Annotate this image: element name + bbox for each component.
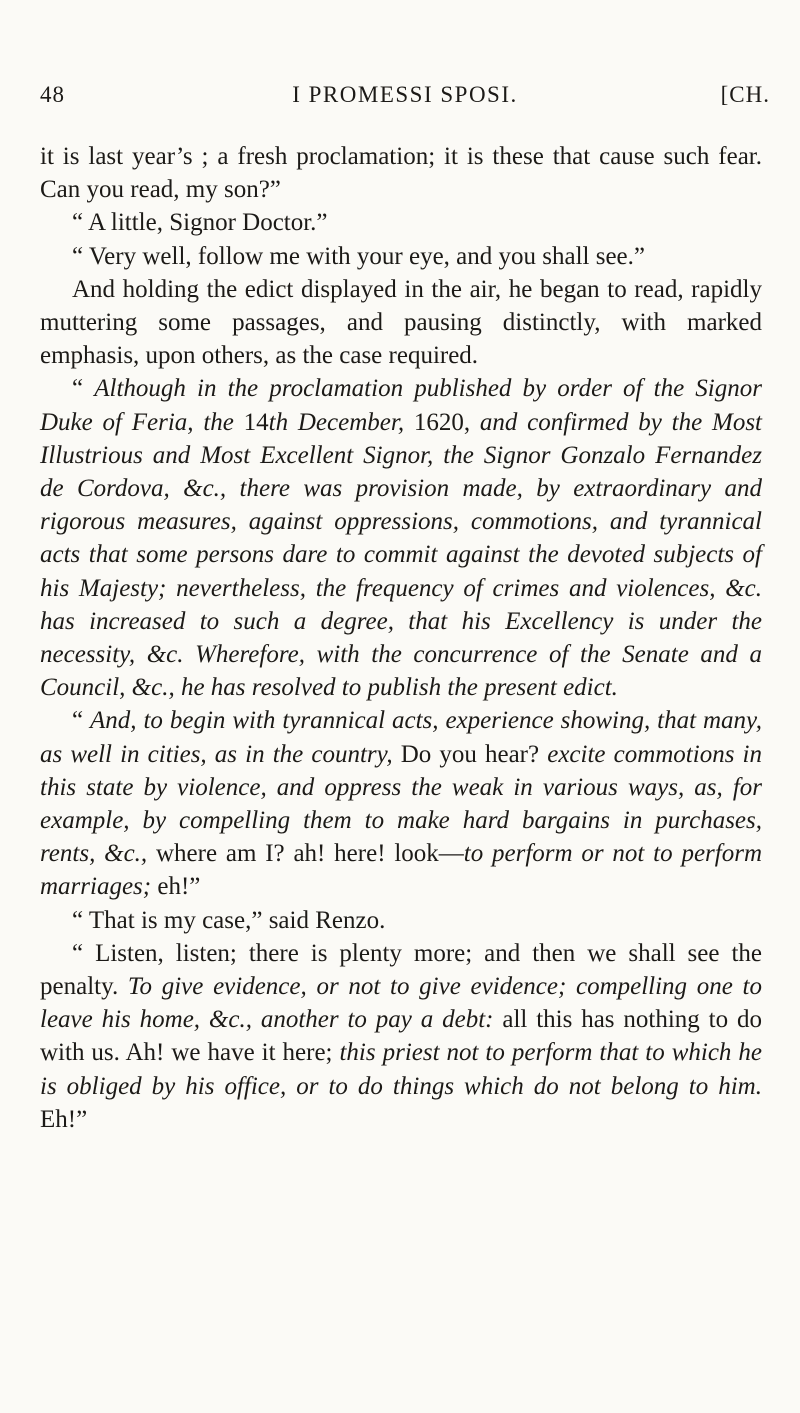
paragraph [40, 240, 762, 273]
text-run: all this has nothing to do with us. Ah! we have it here; [40, 1006, 762, 1067]
italic-text-run: And, to begin with tyrannical acts, experience showing, that many, as well in cities, as in the country, [40, 707, 762, 768]
text-run: “ A little, Signor Doctor.” [72, 209, 328, 237]
text-run: Eh!” [40, 1105, 88, 1133]
page-number: 48 [40, 82, 65, 107]
paragraph [40, 937, 762, 1136]
running-head [40, 82, 770, 122]
italic-text-run: and confirmed by the Most Illustrious and Most Excellent Signor, the Signor Gonzalo Fernandez de Cordova, &c., there was provision made, by extraordinary and rigorous measures, against oppressions, commotions, and tyrannical acts that some persons dare to commit against the devoted subjects of his Majesty; nevertheless, the frequency of crimes and violences, &c. has increased to such a degree, that his Excellency is under the necessity, &c. Wherefore, with the concurrence of the Senate and a Council, &c., he has resolved to publish the present edict. [40, 408, 762, 702]
paragraph [40, 206, 762, 239]
text-run: it is last year’s ; a fresh proclamation; it is these that cause such fear. Can you read, my son?” [40, 143, 762, 204]
text-run: “ Very well, follow me with your eye, and you shall see.” [72, 242, 645, 270]
text-run: 14 [243, 408, 269, 436]
text-run: eh!” [157, 873, 201, 901]
text-run: where am I? ah! here! look— [155, 840, 464, 868]
italic-text-run: Although in the proclamation published by order of the Signor Duke of Feria, the [40, 375, 762, 436]
paragraph [40, 140, 762, 206]
text-run: “ [72, 375, 95, 403]
paragraph [40, 704, 762, 903]
paragraph [40, 372, 762, 704]
chapter-marker: [CH. [720, 82, 770, 107]
text-run: 1620, [413, 408, 480, 436]
italic-text-run: To give evidence, or not to give evidence; compelling one to leave his home, &c., another to pay a debt: [40, 973, 762, 1034]
paragraph [40, 904, 762, 937]
italic-text-run: to perform or not to perform marriages; [40, 840, 762, 901]
italic-text-run: th December, [268, 408, 414, 436]
paragraph [40, 273, 762, 373]
italic-text-run: excite commotions in this state by violence, and oppress the weak in various ways, as, for example, by compelling them to make hard bargains in purchases, rents, &c., [40, 740, 762, 868]
text-run: “ That is my case,” said Renzo. [72, 906, 386, 934]
book-title: I PROMESSI SPOSI. [292, 82, 518, 107]
italic-text-run: this priest not to perform that to which he is obliged by his office, or to do things which do not belong to him. [40, 1039, 762, 1100]
body-text [40, 140, 762, 1136]
text-run: Do you hear? [400, 740, 548, 768]
text-run: And holding the edict displayed in the air, he began to read, rapidly muttering some passages, and pausing distinctly, with marked emphasis, upon others, as the case required. [40, 275, 762, 370]
text-run: “ [72, 707, 91, 735]
text-run: “ Listen, listen; there is plenty more; and then we shall see the penalty. [40, 939, 762, 1001]
